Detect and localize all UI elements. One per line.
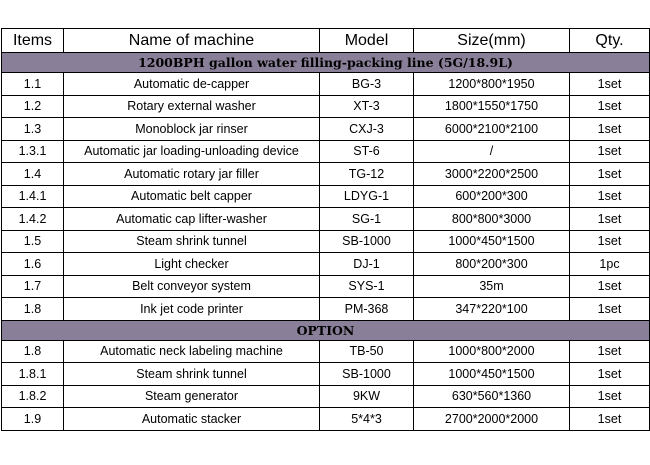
cell-machine-name: Automatic rotary jar filler <box>64 163 320 186</box>
table-row <box>2 208 650 231</box>
table-row <box>2 140 650 163</box>
table-row <box>2 118 650 141</box>
cell-model: CXJ-3 <box>320 118 414 141</box>
cell-machine-name: Monoblock jar rinser <box>64 118 320 141</box>
cell-size: 2700*2000*2000 <box>414 408 570 431</box>
cell-qty: 1pc <box>570 253 650 276</box>
cell-item: 1.7 <box>2 275 64 298</box>
cell-size: 800*200*300 <box>414 253 570 276</box>
cell-qty: 1set <box>570 118 650 141</box>
machine-list-table <box>1 28 650 431</box>
table-row <box>2 230 650 253</box>
cell-machine-name: Steam shrink tunnel <box>64 230 320 253</box>
cell-machine-name: Automatic de-capper <box>64 73 320 96</box>
cell-size: 1000*800*2000 <box>414 340 570 363</box>
table-row <box>2 275 650 298</box>
cell-qty: 1set <box>570 340 650 363</box>
cell-machine-name: Ink jet code printer <box>64 298 320 321</box>
cell-item: 1.8 <box>2 298 64 321</box>
cell-size: 800*800*3000 <box>414 208 570 231</box>
cell-qty: 1set <box>570 73 650 96</box>
header-items: Items <box>2 29 64 53</box>
header-model: Model <box>320 29 414 53</box>
cell-item: 1.1 <box>2 73 64 96</box>
cell-item: 1.4.1 <box>2 185 64 208</box>
cell-qty: 1set <box>570 95 650 118</box>
cell-model: BG-3 <box>320 73 414 96</box>
cell-model: TG-12 <box>320 163 414 186</box>
cell-machine-name: Steam shrink tunnel <box>64 363 320 386</box>
table-row <box>2 340 650 363</box>
cell-model: SG-1 <box>320 208 414 231</box>
header-qty: Qty. <box>570 29 650 53</box>
machine-list-table-wrapper <box>0 28 650 431</box>
cell-size: 630*560*1360 <box>414 385 570 408</box>
cell-machine-name: Automatic stacker <box>64 408 320 431</box>
cell-qty: 1set <box>570 208 650 231</box>
cell-item: 1.4 <box>2 163 64 186</box>
table-body <box>2 53 650 431</box>
cell-item: 1.8.2 <box>2 385 64 408</box>
cell-machine-name: Automatic neck labeling machine <box>64 340 320 363</box>
cell-machine-name: Automatic cap lifter-washer <box>64 208 320 231</box>
table-header-row <box>2 29 650 53</box>
table-row <box>2 163 650 186</box>
cell-size: 1800*1550*1750 <box>414 95 570 118</box>
cell-machine-name: Belt conveyor system <box>64 275 320 298</box>
table-row <box>2 408 650 431</box>
table-row <box>2 73 650 96</box>
cell-machine-name: Automatic jar loading-unloading device <box>64 140 320 163</box>
cell-item: 1.4.2 <box>2 208 64 231</box>
cell-qty: 1set <box>570 298 650 321</box>
cell-qty: 1set <box>570 385 650 408</box>
cell-item: 1.3 <box>2 118 64 141</box>
section-row-filling-line <box>2 53 650 73</box>
cell-size: 1000*450*1500 <box>414 230 570 253</box>
cell-item: 1.9 <box>2 408 64 431</box>
cell-qty: 1set <box>570 363 650 386</box>
header-name-of-machine: Name of machine <box>64 29 320 53</box>
cell-model: TB-50 <box>320 340 414 363</box>
cell-size: 6000*2100*2100 <box>414 118 570 141</box>
cell-machine-name: Light checker <box>64 253 320 276</box>
cell-size: 1200*800*1950 <box>414 73 570 96</box>
cell-model: 9KW <box>320 385 414 408</box>
table-row <box>2 95 650 118</box>
table-row <box>2 253 650 276</box>
cell-size: 35m <box>414 275 570 298</box>
cell-machine-name: Automatic belt capper <box>64 185 320 208</box>
header-size: Size(mm) <box>414 29 570 53</box>
cell-machine-name: Steam generator <box>64 385 320 408</box>
cell-machine-name: Rotary external washer <box>64 95 320 118</box>
cell-qty: 1set <box>570 230 650 253</box>
table-row <box>2 185 650 208</box>
cell-item: 1.3.1 <box>2 140 64 163</box>
cell-model: SYS-1 <box>320 275 414 298</box>
table-row <box>2 385 650 408</box>
cell-model: XT-3 <box>320 95 414 118</box>
cell-model: SB-1000 <box>320 363 414 386</box>
section-row-option <box>2 320 650 340</box>
section-title-filling-line: 1200BPH gallon water filling-packing line (5G/18.9L) <box>2 53 650 73</box>
cell-size: 3000*2200*2500 <box>414 163 570 186</box>
table-row <box>2 298 650 321</box>
cell-size: 347*220*100 <box>414 298 570 321</box>
cell-item: 1.6 <box>2 253 64 276</box>
cell-size: 1000*450*1500 <box>414 363 570 386</box>
table-row <box>2 363 650 386</box>
cell-qty: 1set <box>570 275 650 298</box>
cell-model: ST-6 <box>320 140 414 163</box>
section-title-option: OPTION <box>2 320 650 340</box>
cell-qty: 1set <box>570 185 650 208</box>
cell-item: 1.8.1 <box>2 363 64 386</box>
cell-model: DJ-1 <box>320 253 414 276</box>
cell-size: / <box>414 140 570 163</box>
cell-qty: 1set <box>570 163 650 186</box>
cell-item: 1.8 <box>2 340 64 363</box>
cell-model: LDYG-1 <box>320 185 414 208</box>
cell-item: 1.2 <box>2 95 64 118</box>
cell-qty: 1set <box>570 140 650 163</box>
cell-size: 600*200*300 <box>414 185 570 208</box>
cell-qty: 1set <box>570 408 650 431</box>
cell-model: PM-368 <box>320 298 414 321</box>
cell-model: SB-1000 <box>320 230 414 253</box>
cell-item: 1.5 <box>2 230 64 253</box>
cell-model: 5*4*3 <box>320 408 414 431</box>
